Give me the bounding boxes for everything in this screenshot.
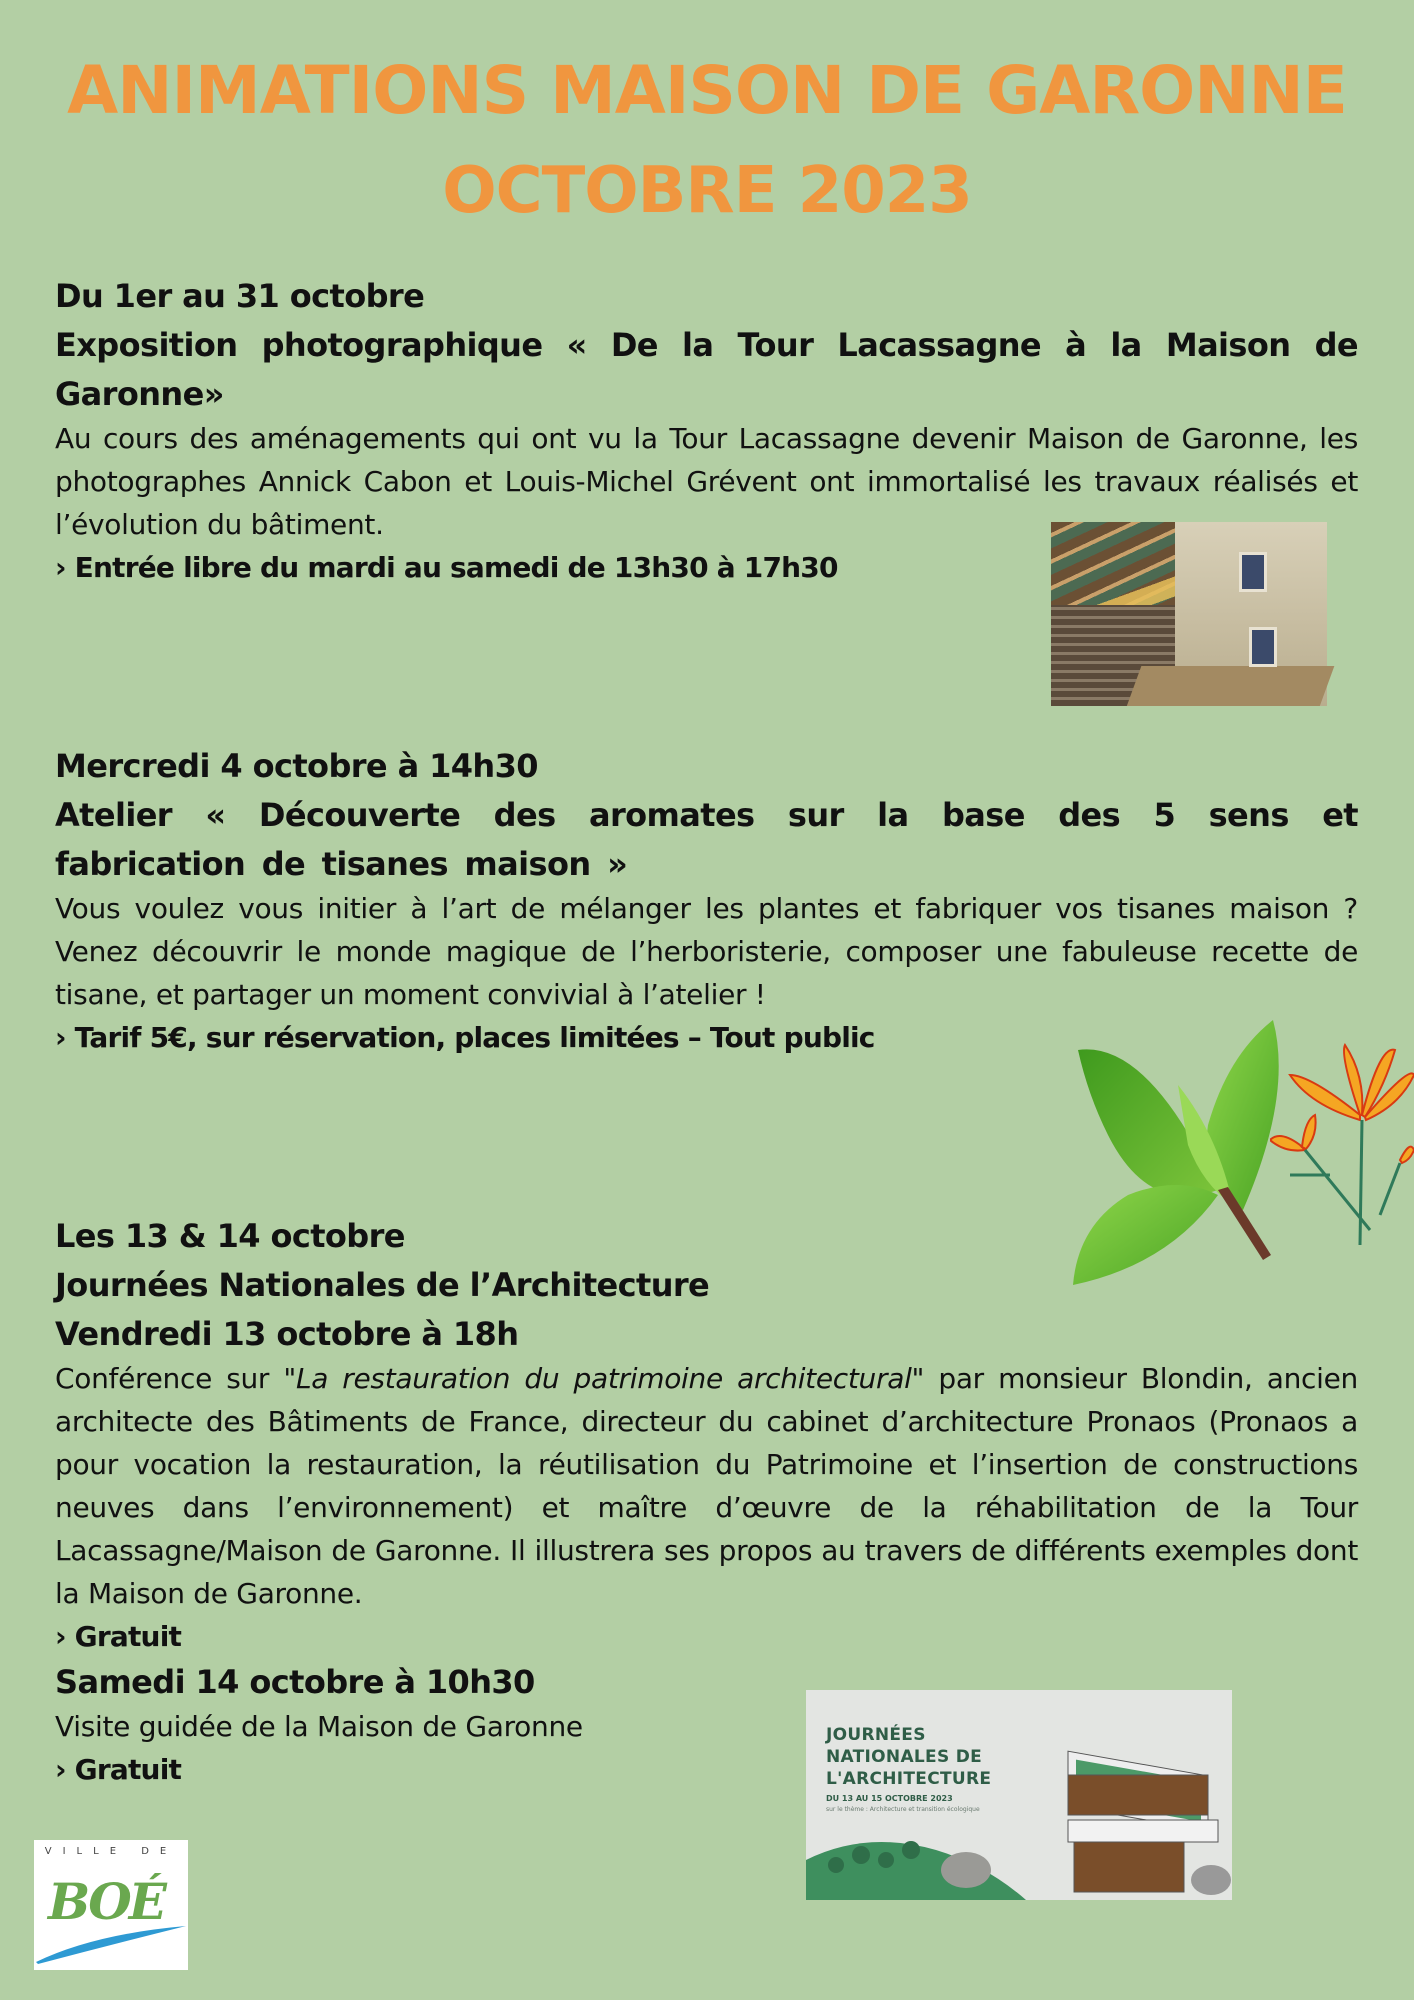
event-atelier <box>55 742 1358 1059</box>
jna-theme: sur le thème : Architecture et transition écologique <box>826 1806 980 1813</box>
jna-banner <box>806 1690 1232 1900</box>
event-note: › Tarif 5€, sur réservation, places limitées – Tout public <box>55 1021 875 1054</box>
photo-window <box>1249 627 1277 667</box>
event-title: Atelier « Découverte des aromates sur la base des 5 sens et fabrication de tisanes maison » <box>55 796 1358 883</box>
session-description <box>55 1357 1358 1615</box>
page-title: ANIMATIONS MAISON DE GARONNE <box>67 52 1347 129</box>
ville-de-boe-logo <box>34 1840 188 1970</box>
event-date: Les 13 & 14 octobre <box>55 1217 405 1255</box>
event-note: › Entrée libre du mardi au samedi de 13h30 à 17h30 <box>55 551 838 584</box>
event-date: Mercredi 4 octobre à 14h30 <box>55 747 538 785</box>
jna-dates: DU 13 AU 15 OCTOBRE 2023 <box>826 1794 953 1803</box>
description-prefix: Conférence sur <box>55 1362 284 1395</box>
photo-window <box>1239 552 1267 592</box>
session-note: › Gratuit <box>55 1620 182 1653</box>
event-description: Vous voulez vous initier à l’art de mélanger les plantes et fabriquer vos tisanes maison ? Venez découvrir le monde magique de l’herboristerie, composer une fabuleuse recette de tisane, et partager un moment convivial à l’atelier ! <box>55 892 1358 1011</box>
event-date: Du 1er au 31 octobre <box>55 277 425 315</box>
jna-line2: NATIONALES DE <box>826 1747 983 1767</box>
conference-title: "La restauration du patrimoine architectural" <box>283 1362 925 1395</box>
photo-floor <box>1126 666 1334 706</box>
session-note: › Gratuit <box>55 1753 182 1786</box>
page-subtitle-month: OCTOBRE 2023 <box>442 154 972 228</box>
construction-photo <box>1051 522 1327 706</box>
description-suffix: par monsieur Blondin, ancien architecte des Bâtiments de France, directeur du cabinet d’architecture Pronaos (Pronaos a pour vocation la restauration, la réutilisation du Patrimoine et l’insertion de constructions neuves dans l’environnement) et maître d’œuvre de la réhabilitation de la Tour Lacassagne/Maison de Garonne. Il illustrera ses propos au travers de différents exemples dont la Maison de Garonne. <box>55 1362 1359 1610</box>
event-description: Au cours des aménagements qui ont vu la Tour Lacassagne devenir Maison de Garonne, les photographes Annick Cabon et Louis-Michel Grévent ont immortalisé les travaux réalisés et l’évolution du bâtiment. <box>55 422 1358 541</box>
jna-illustration <box>806 1690 1232 1900</box>
session-when: Samedi 14 octobre à 10h30 <box>55 1663 535 1701</box>
session-description: Visite guidée de la Maison de Garonne <box>55 1710 583 1743</box>
jna-line3: L'ARCHITECTURE <box>826 1769 992 1789</box>
event-title: Exposition photographique « De la Tour Lacassagne à la Maison de Garonne» <box>55 326 1358 413</box>
jna-line1: JOURNÉES <box>826 1725 926 1745</box>
logo-swoosh <box>34 1924 188 1964</box>
event-title: Journées Nationales de l’Architecture <box>55 1266 710 1304</box>
logo-boe: BOÉ <box>48 1872 164 1931</box>
logo-ville-de: VILLE DE <box>44 1846 178 1857</box>
session-when: Vendredi 13 octobre à 18h <box>55 1315 519 1353</box>
